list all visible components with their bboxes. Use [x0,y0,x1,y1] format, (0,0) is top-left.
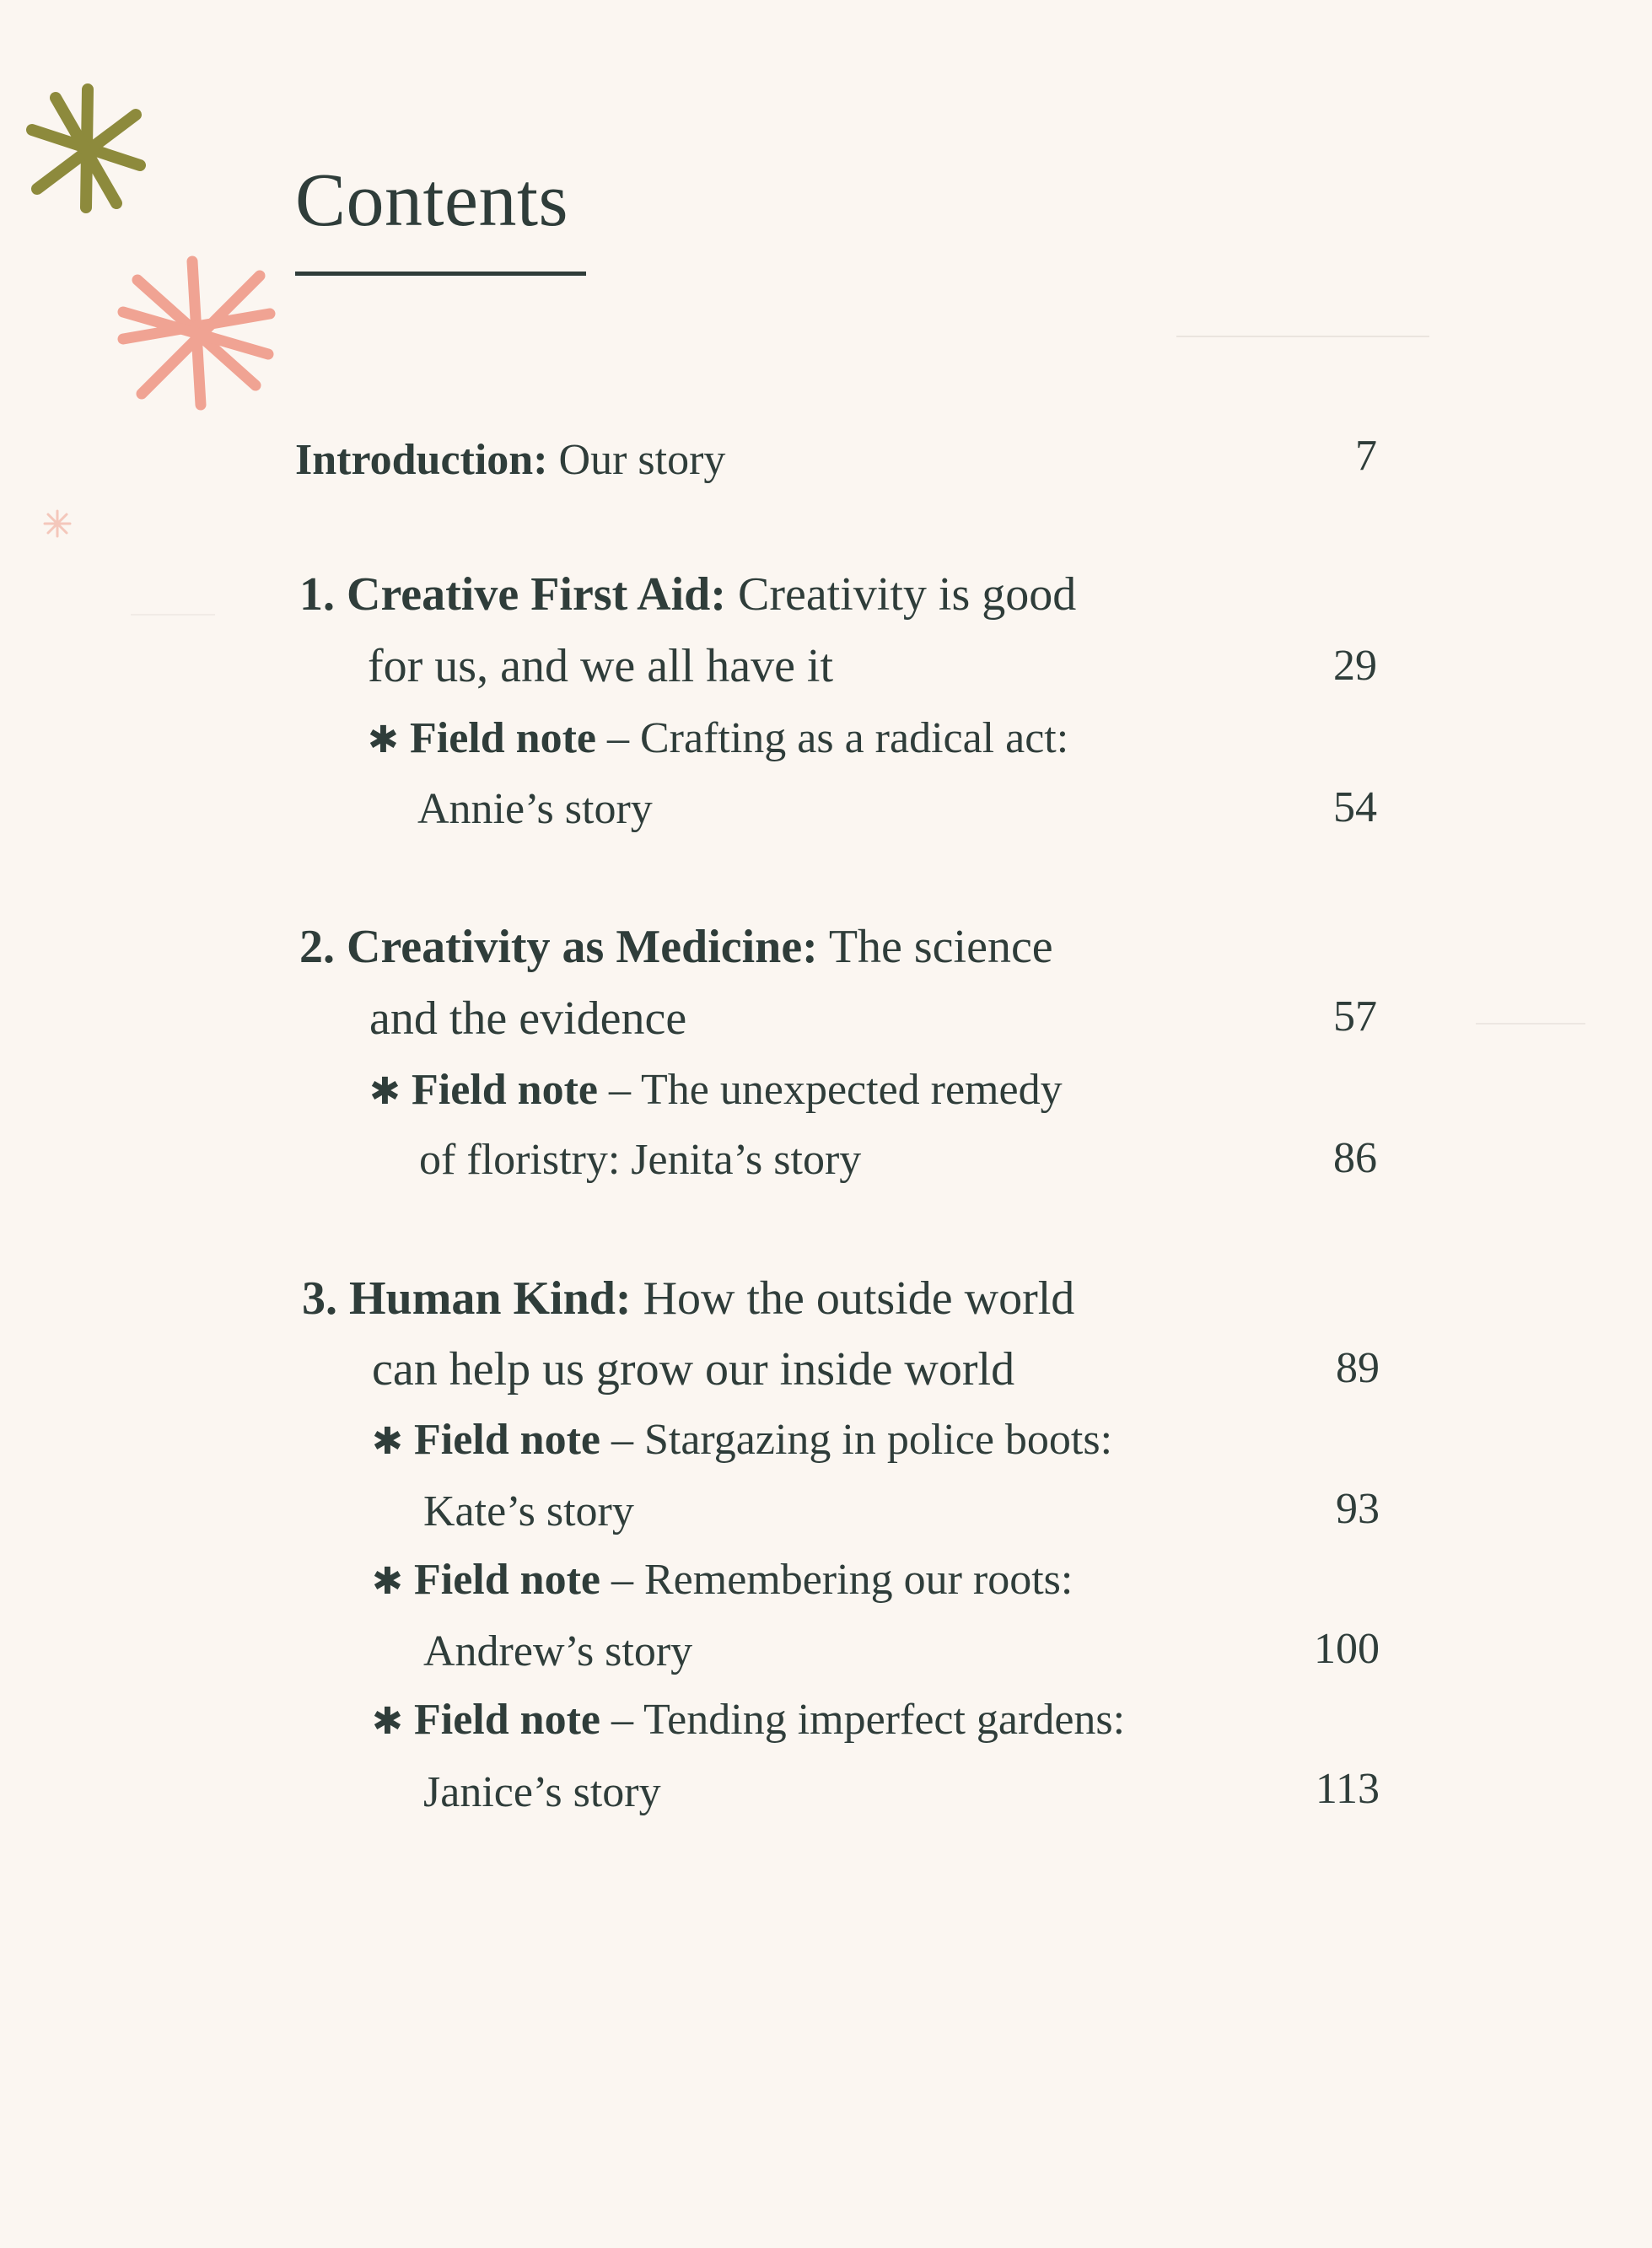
field-note-line1: – Tending imperfect gardens: [611,1696,1126,1744]
toc-entry-chapter-1[interactable] [299,568,1077,621]
field-note-line1: – Stargazing in police boots: [611,1416,1113,1464]
chapter-subtitle-line2: can help us grow our inside world [372,1343,1015,1396]
chapter-number: 1. [299,568,335,621]
field-note-label: Field note [414,1416,600,1464]
field-note-entry[interactable] [368,714,1069,762]
chapter-number: 3. [302,1272,337,1325]
toc-entry-chapter-2[interactable] [299,923,1053,971]
field-note-entry[interactable] [369,1068,1063,1112]
chapter-subtitle-line2: for us, and we all have it [368,640,834,692]
asterisk-bullet-icon: ✱ [372,1421,403,1462]
page-number: 54 [1333,783,1377,831]
asterisk-bullet-icon: ✱ [372,1701,403,1742]
page-number: 57 [1333,992,1377,1041]
field-note-line2: Kate’s story [423,1487,634,1535]
field-note-line2: Janice’s story [423,1768,661,1816]
page-number: 29 [1333,642,1377,690]
field-note-entry[interactable] [372,1418,1112,1462]
introduction-label: Introduction: [295,436,548,484]
chapter-number: 2. [299,921,335,973]
field-note-line1: – Remembering our roots: [611,1556,1074,1604]
page-number: 86 [1333,1134,1377,1182]
page-number: 89 [1336,1344,1380,1392]
chapter-subtitle-line1: Creativity is good [737,568,1077,621]
chapter-label: Human Kind: [349,1272,632,1325]
field-note-line2: Annie’s story [417,785,653,833]
toc-entry-chapter-3[interactable] [302,1272,1075,1325]
introduction-text: Our story [558,436,726,484]
field-note-entry[interactable] [372,1698,1125,1742]
chapter-label: Creative First Aid: [347,568,726,621]
field-note-line2: of floristry: Jenita’s story [419,1136,862,1184]
page-number: 100 [1314,1625,1380,1673]
field-note-label: Field note [412,1066,598,1114]
field-note-label: Field note [410,714,596,762]
field-note-line1: – Crafting as a radical act: [606,714,1069,762]
page-number: 93 [1336,1485,1380,1533]
asterisk-bullet-icon: ✱ [372,1561,403,1602]
chapter-subtitle-line2: and the evidence [369,992,687,1045]
field-note-line2: Andrew’s story [423,1627,693,1675]
field-note-entry[interactable] [372,1558,1073,1602]
page-number: 7 [1355,432,1377,480]
toc-entry-introduction[interactable] [295,438,725,482]
chapter-subtitle-line1: The science [828,921,1053,973]
asterisk-bullet-icon: ✱ [369,1071,401,1112]
chapter-label: Creativity as Medicine: [347,921,818,973]
field-note-label: Field note [414,1696,600,1744]
page-number: 113 [1315,1765,1380,1813]
field-note-line1: – The unexpected remedy [608,1066,1063,1114]
chapter-subtitle-line1: How the outside world [643,1272,1075,1325]
asterisk-bullet-icon: ✱ [368,719,399,761]
field-note-label: Field note [414,1556,600,1604]
page-title: Contents [295,159,569,242]
